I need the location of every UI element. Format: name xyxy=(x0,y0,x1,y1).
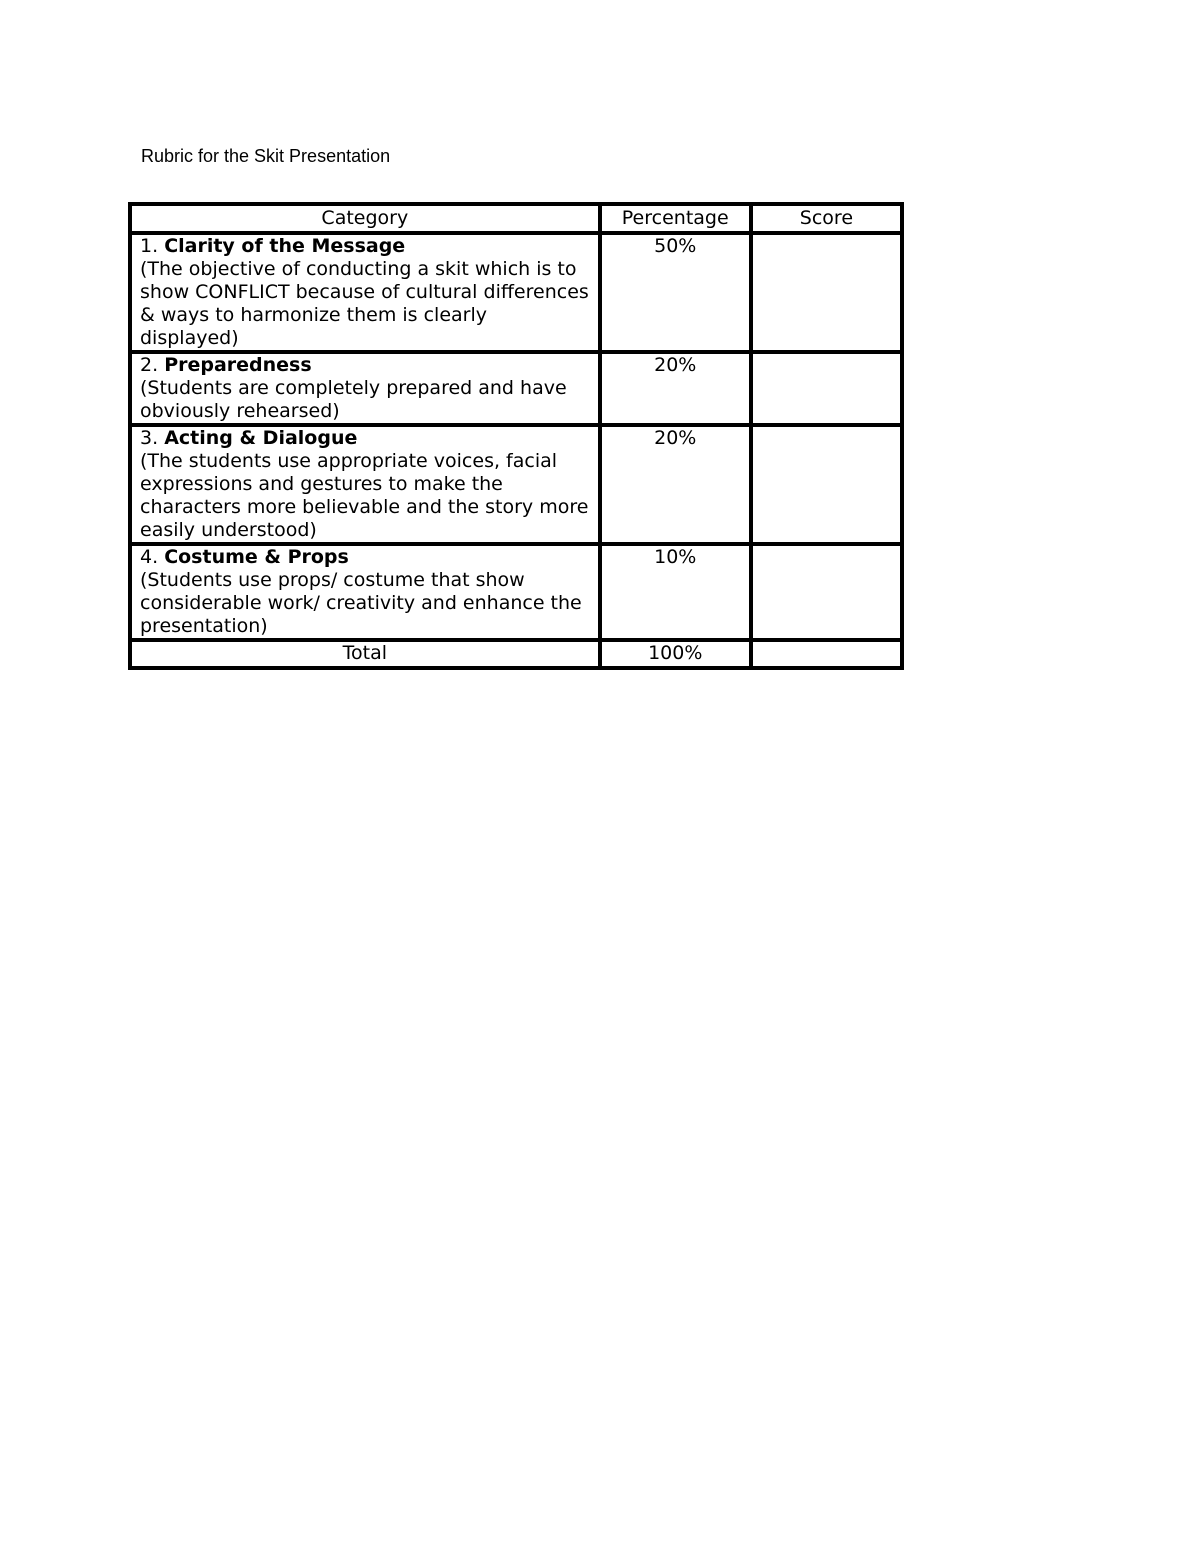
score-cell[interactable] xyxy=(751,352,902,425)
rubric-table xyxy=(128,202,904,670)
criterion-name: Clarity of the Message xyxy=(164,235,406,257)
table-row xyxy=(130,233,902,352)
score-cell[interactable] xyxy=(751,233,902,352)
document-title: Rubric for the Skit Presentation xyxy=(141,146,391,166)
criterion-number: 4. xyxy=(140,546,159,568)
total-label: Total xyxy=(130,640,600,668)
percentage-cell: 20% xyxy=(600,352,751,425)
score-cell[interactable] xyxy=(751,425,902,544)
score-cell[interactable] xyxy=(751,544,902,640)
percentage-cell: 10% xyxy=(600,544,751,640)
criterion-number: 2. xyxy=(140,354,159,376)
total-row xyxy=(130,640,902,668)
category-cell xyxy=(130,352,600,425)
criterion-description: (The students use appropriate voices, facial expressions and gestures to make the characters more believable and the story more easily understood) xyxy=(140,450,589,541)
table-row xyxy=(130,544,902,640)
criterion-number: 1. xyxy=(140,235,159,257)
criterion-name: Costume & Props xyxy=(164,546,349,568)
percentage-cell: 20% xyxy=(600,425,751,544)
criterion-description: (Students use props/ costume that show considerable work/ creativity and enhance the presentation) xyxy=(140,569,582,637)
total-percentage: 100% xyxy=(600,640,751,668)
header-percentage: Percentage xyxy=(600,204,751,233)
table-header-row xyxy=(130,204,902,233)
header-score: Score xyxy=(751,204,902,233)
percentage-cell: 50% xyxy=(600,233,751,352)
criterion-description: (The objective of conducting a skit which is to show CONFLICT because of cultural differences & ways to harmonize them is clearly displayed) xyxy=(140,258,589,349)
criterion-name: Acting & Dialogue xyxy=(164,427,358,449)
header-category: Category xyxy=(130,204,600,233)
category-cell xyxy=(130,544,600,640)
criterion-name: Preparedness xyxy=(164,354,312,376)
category-cell xyxy=(130,233,600,352)
table-row xyxy=(130,352,902,425)
criterion-description: (Students are completely prepared and have obviously rehearsed) xyxy=(140,377,567,422)
criterion-number: 3. xyxy=(140,427,159,449)
table-row xyxy=(130,425,902,544)
total-score-cell[interactable] xyxy=(751,640,902,668)
category-cell xyxy=(130,425,600,544)
